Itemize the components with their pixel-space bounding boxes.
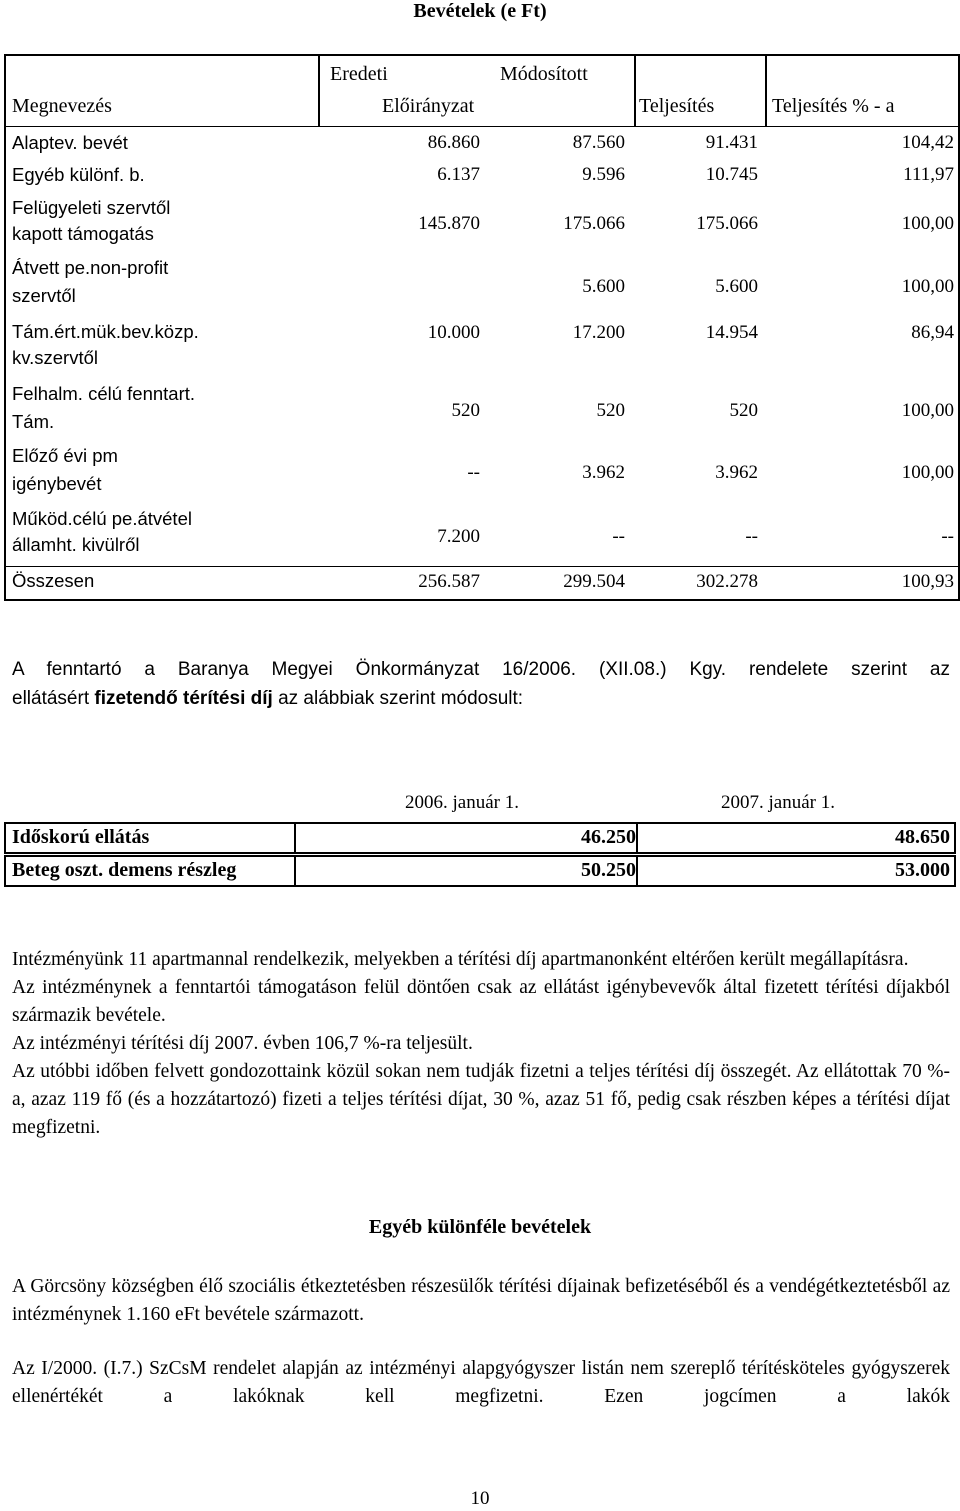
row-fulfilment: 14.954: [705, 322, 758, 343]
section-title: Egyéb különféle bevételek: [368, 1216, 592, 1238]
fee-divider: [636, 857, 638, 885]
fee-2007: 53.000: [895, 859, 950, 881]
row-modified: 175.066: [563, 213, 625, 234]
header-original-2: Előirányzat: [382, 95, 475, 117]
row-fulfilment: 175.066: [696, 213, 758, 234]
total-rule: [6, 566, 958, 567]
row-pct: 100,00: [901, 213, 954, 234]
header-divider: [634, 56, 636, 126]
total-label: Összesen: [12, 570, 95, 591]
total-fulfilment: 302.278: [696, 571, 758, 592]
intro-text-a: ellátásért: [12, 688, 95, 709]
fee-2007: 48.650: [895, 826, 950, 848]
row-modified: 520: [596, 400, 625, 421]
header-rule: [6, 126, 958, 127]
row-pct: 100,00: [901, 462, 954, 483]
row-original: 145.870: [418, 213, 480, 234]
fee-row: [4, 822, 956, 854]
row-pct: 100,00: [901, 400, 954, 421]
row-label: Egyéb különf. b.: [12, 164, 145, 185]
row-fulfilment: --: [745, 526, 758, 547]
row-original: 10.000: [427, 322, 480, 343]
intro-paragraph: [12, 655, 950, 713]
body-paragraphs: [12, 946, 950, 1142]
row-label-2: igénybevét: [12, 473, 102, 494]
paragraph: Az intézménynek a fenntartói támogatáson felül döntően csak az ellátást igénybevevők által fizetett térítési díjakból származik bevétele.: [12, 977, 950, 1026]
total-original: 256.587: [418, 571, 480, 592]
row-modified: 5.600: [582, 276, 625, 297]
fee-col-2007: 2007. január 1.: [721, 792, 835, 813]
fee-label: Beteg oszt. demens részleg: [12, 859, 237, 881]
row-label-2: Tám.: [12, 411, 55, 432]
row-original: --: [467, 462, 480, 483]
paragraph: Az utóbbi időben felvett gondozottaink közül sokan nem tudják fizetni a teljes térítési díj összegét. Az ellátottak 70 %-a, azaz 119 fő (és a hozzátartozó) fizeti a teljes térítési díjat, 30 %, azaz 51 fő, pedig csak részben képes a térítési díjat megfizetni.: [12, 1061, 950, 1138]
header-fulfilment-pct: Teljesítés % - a: [772, 95, 895, 117]
intro-bold: fizetendő térítési díj: [94, 688, 273, 709]
paragraph: A Görcsöny községben élő szociális étkeztetésben részesülők térítési díjainak befizetéséből és a vendégétkeztetésből az intézménynek 1.160 eFt bevétele származott.: [12, 1276, 950, 1325]
row-label: Előző évi pm: [12, 445, 118, 466]
row-label-2: kapott támogatás: [12, 223, 154, 244]
header-divider: [318, 56, 320, 126]
fee-label: Időskorú ellátás: [12, 826, 150, 848]
header-original: Eredeti: [330, 63, 388, 85]
fee-col-2006: 2006. január 1.: [405, 792, 519, 813]
row-fulfilment: 520: [729, 400, 758, 421]
row-modified: 87.560: [572, 132, 625, 153]
row-pct: 86,94: [911, 322, 954, 343]
row-original: 86.860: [427, 132, 480, 153]
row-label-2: kv.szervtől: [12, 347, 99, 368]
paragraph: Az intézményi térítési díj 2007. évben 106,7 %-ra teljesült.: [12, 1033, 473, 1054]
row-fulfilment: 91.431: [705, 132, 758, 153]
total-pct: 100,93: [901, 571, 954, 592]
fee-divider: [294, 824, 296, 852]
intro-line-1: A fenntartó a Baranya Megyei Önkormányzat 16/2006. (XII.08.) Kgy. rendelete szerint az: [12, 659, 950, 680]
paragraph: Az I/2000. (I.7.) SzCsM rendelet alapján az intézményi alapgyógyszer listán nem szereplő térítésköteles gyógyszerek ellenértékét a lakóknak kell megfizetni. Ezen jogcímen a lakók: [12, 1358, 950, 1407]
row-label: Működ.célú pe.átvétel: [12, 508, 192, 529]
row-fulfilment: 3.962: [715, 462, 758, 483]
fee-divider: [294, 857, 296, 885]
row-label: Átvett pe.non-profit: [12, 257, 169, 278]
row-pct: 104,42: [901, 132, 954, 153]
header-fulfilment: Teljesítés: [639, 95, 715, 117]
row-pct: 111,97: [903, 164, 954, 185]
section-paragraph-1: [12, 1273, 950, 1329]
intro-text-b: az alábbiak szerint módosult:: [272, 688, 524, 709]
row-modified: 3.962: [582, 462, 625, 483]
row-modified: --: [612, 526, 625, 547]
page-number: 10: [470, 1488, 490, 1509]
page-title: Bevételek (e Ft): [413, 0, 547, 22]
row-original: 520: [451, 400, 480, 421]
row-label: Tám.ért.mük.bev.közp.: [12, 321, 199, 342]
fee-2006: 50.250: [581, 859, 636, 881]
row-label-2: államht. kivülről: [12, 534, 140, 555]
header-modified: Módosított: [500, 63, 588, 85]
revenue-table: [4, 54, 960, 601]
row-pct: --: [941, 526, 954, 547]
intro-line-2: [12, 684, 950, 713]
row-label: Alaptev. bevét: [12, 132, 128, 153]
row-fulfilment: 5.600: [715, 276, 758, 297]
section-paragraph-2: [12, 1355, 950, 1411]
row-modified: 9.596: [582, 164, 625, 185]
row-pct: 100,00: [901, 276, 954, 297]
fee-2006: 46.250: [581, 826, 636, 848]
header-name: Megnevezés: [12, 95, 112, 117]
row-label: Felhalm. célú fenntart.: [12, 383, 196, 404]
header-divider: [765, 56, 767, 126]
row-original: 7.200: [437, 526, 480, 547]
fee-divider: [636, 824, 638, 852]
row-label-2: szervtől: [12, 285, 76, 306]
row-label: Felügyeleti szervtől: [12, 197, 171, 218]
row-fulfilment: 10.745: [705, 164, 758, 185]
row-original: 6.137: [437, 164, 480, 185]
fee-row: [4, 855, 956, 887]
paragraph: Intézményünk 11 apartmannal rendelkezik, melyekben a térítési díj apartmanonként eltérően került megállapításra.: [12, 949, 909, 970]
total-modified: 299.504: [563, 571, 625, 592]
row-modified: 17.200: [572, 322, 625, 343]
